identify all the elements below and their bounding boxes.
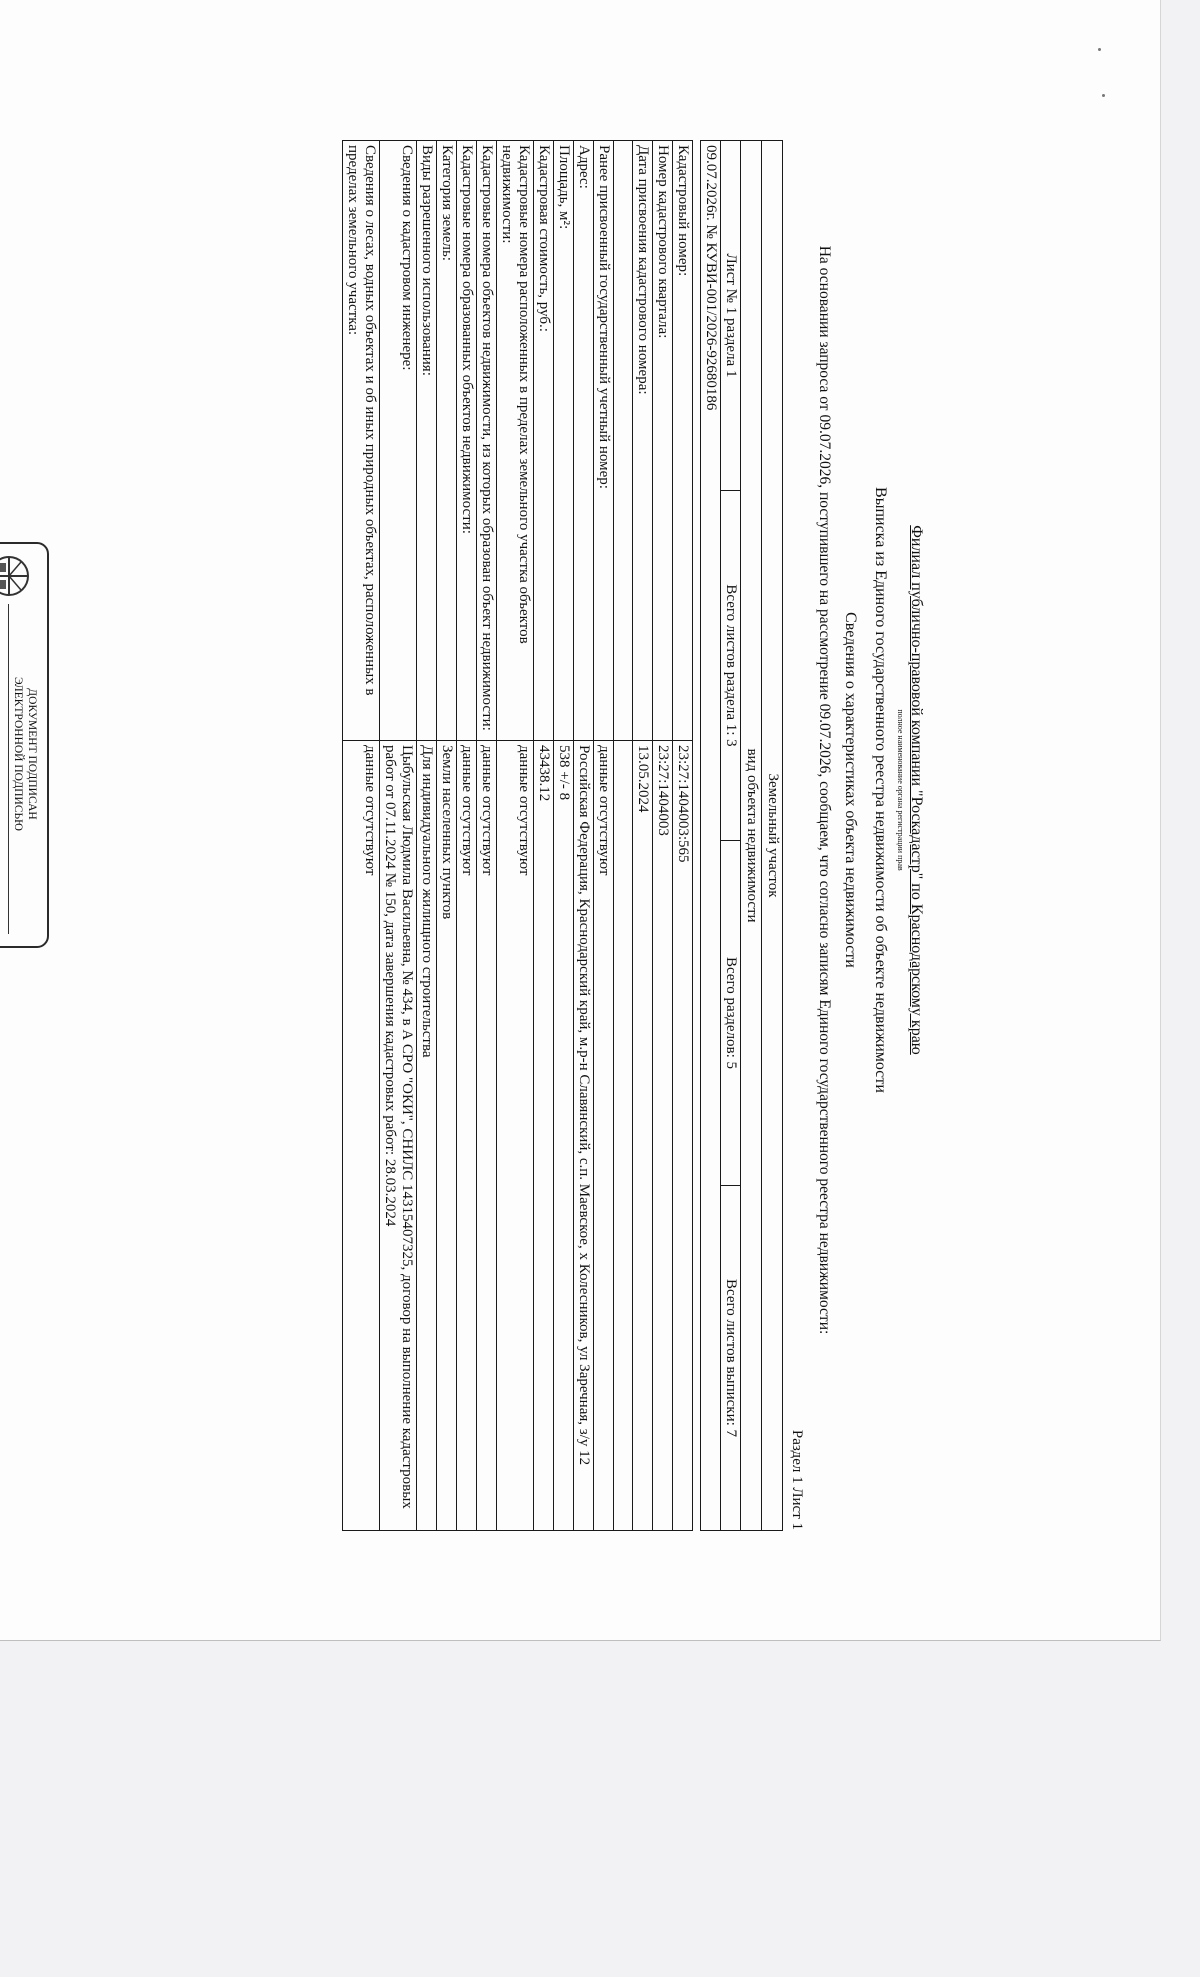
row-label: Кадастровые номера образованных объектов недвижимости: xyxy=(457,141,477,741)
row-label: Площадь, м²: xyxy=(554,141,574,741)
table-gap xyxy=(614,141,633,1531)
table-row xyxy=(417,141,437,1531)
org-caption: полное наименование органа регистрации прав xyxy=(896,709,905,871)
row-label: Кадастровая стоимость, руб.: xyxy=(534,141,554,741)
section-label: Раздел 1 Лист 1 xyxy=(789,1429,805,1530)
row-label: Кадастровые номера объектов недвижимости, из которых образован объект недвижимости: xyxy=(477,141,497,741)
table-row xyxy=(343,141,380,1531)
table-row xyxy=(534,141,554,1531)
table-row xyxy=(653,141,673,1531)
stamp-title xyxy=(11,604,39,904)
object-type: Земельный участок xyxy=(762,141,783,1531)
row-label: Кадастровый номер: xyxy=(673,141,693,741)
table-row xyxy=(497,141,534,1531)
stamp-title-line2: ЭЛЕКТРОННОЙ ПОДПИСЬЮ xyxy=(12,677,24,831)
row-value: данные отсутствуют xyxy=(477,741,497,1531)
rosreestr-logo-icon xyxy=(0,554,31,598)
intro-text: На основании запроса от 09.07.2026, поступившего на рассмотрение 09.07.2026, сообщаем, что согласно записям Единого государственного реестра недвижимости: xyxy=(816,245,833,1335)
extract-number: 09.07.2026г. № КУВИ-001/2026-92680186 xyxy=(701,141,721,1531)
row-label: Кадастровые номера расположенных в пределах земельного участка объектов недвижимости: xyxy=(497,141,534,741)
signature-block xyxy=(0,50,55,1530)
sections-total: Всего разделов: 5 xyxy=(721,841,741,1186)
row-value: данные отсутствуют xyxy=(594,741,614,1531)
table-row xyxy=(437,141,457,1531)
sheets-in-section: Всего листов раздела 1: 3 xyxy=(721,491,741,841)
object-type-caption: вид объекта недвижимости xyxy=(741,141,762,1531)
table-row xyxy=(633,141,653,1531)
object-header-table xyxy=(700,140,783,1531)
row-value: 538 +/- 8 xyxy=(554,741,574,1531)
row-value: Российская Федерация, Краснодарский край, м.р-н Славянский, с.п. Маевское, х Колесников, ул Заречная, з/у 12 xyxy=(574,741,594,1531)
characteristics-table xyxy=(342,140,693,1531)
rotated-extract xyxy=(0,50,935,1530)
table-row xyxy=(673,141,693,1531)
row-value: 23:27:1404003:565 xyxy=(673,741,693,1531)
row-value: 23:27:1404003 xyxy=(653,741,673,1531)
row-label: Дата присвоения кадастрового номера: xyxy=(633,141,653,741)
document-title: Выписка из Единого государственного реестра недвижимости об объекте недвижимости xyxy=(872,487,889,1093)
sheets-total: Всего листов выписки: 7 xyxy=(721,1186,741,1531)
stamp-divider xyxy=(8,604,9,934)
row-value: данные отсутствуют xyxy=(497,741,534,1531)
row-value: данные отсутствуют xyxy=(343,741,380,1531)
table-row xyxy=(554,141,574,1531)
sheet-number: Лист № 1 раздела 1 xyxy=(721,141,741,491)
stamp-title-line1: ДОКУМЕНТ ПОДПИСАН xyxy=(26,688,38,820)
row-value: Для индивидуального жилищного строительства xyxy=(417,741,437,1531)
row-value: Цыбульская Людмила Васильевна, № 434, в А СРО "ОКИ", СНИЛС 14315407325, договор на выполнение кадастровых работ от 07.11.2024 № 150, дата завершения кадастровых работ: 28.03.2024 xyxy=(380,741,417,1531)
table-row xyxy=(574,141,594,1531)
table-row xyxy=(457,141,477,1531)
row-value: 43438.12 xyxy=(534,741,554,1531)
row-value: 13.05.2024 xyxy=(633,741,653,1531)
row-label: Номер кадастрового квартала: xyxy=(653,141,673,741)
row-label: Категория земель: xyxy=(437,141,457,741)
row-label: Адрес: xyxy=(574,141,594,741)
table-row xyxy=(594,141,614,1531)
row-value: Земли населенных пунктов xyxy=(437,741,457,1531)
electronic-signature-stamp xyxy=(0,542,49,948)
document-subtitle: Сведения о характеристиках объекта недвижимости xyxy=(842,612,859,968)
table-row xyxy=(477,141,497,1531)
row-value: данные отсутствуют xyxy=(457,741,477,1531)
row-label: Сведения о кадастровом инженере: xyxy=(380,141,417,741)
table-row xyxy=(380,141,417,1531)
row-label: Виды разрешенного использования: xyxy=(417,141,437,741)
row-label: Ранее присвоенный государственный учетный номер: xyxy=(594,141,614,741)
org-name: Филиал публично-правовой компании "Роскадастр" по Краснодарскому краю xyxy=(908,525,925,1055)
row-label: Сведения о лесах, водных объектах и об иных природных объектах, расположенных в пределах земельного участка: xyxy=(343,141,380,741)
